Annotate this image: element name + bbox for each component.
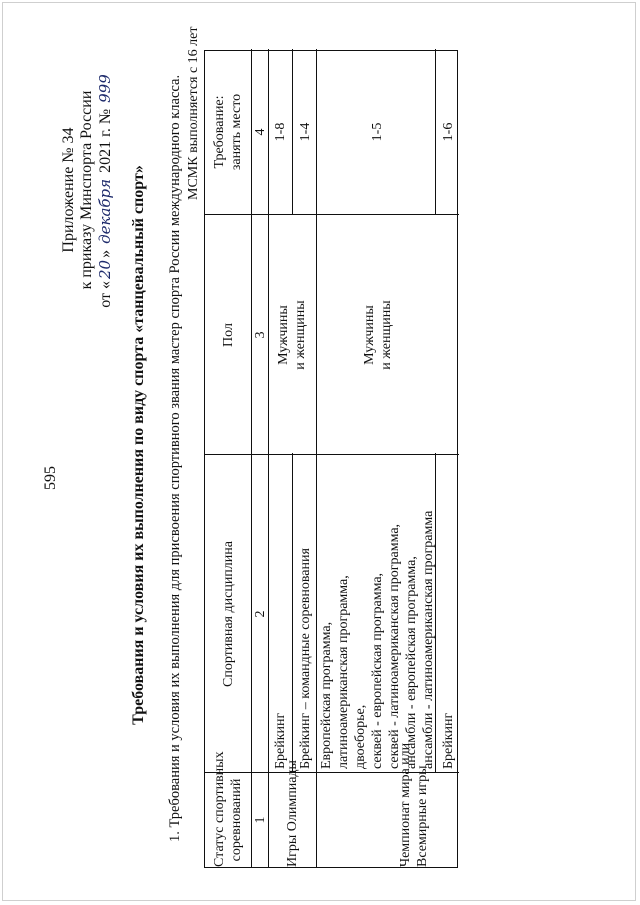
handwritten-day: 20 bbox=[96, 259, 114, 279]
appendix-date-line bbox=[96, 50, 115, 330]
age-note: МСМК выполняется с 16 лет bbox=[186, 26, 201, 200]
header-requirement-line-1: Требование: bbox=[212, 95, 227, 169]
header-status-line-1: Статус спортивных bbox=[212, 751, 227, 867]
place-breaking-team: 1-4 bbox=[298, 122, 313, 142]
row-divider-breaking-place bbox=[292, 49, 293, 215]
row-divider-program-place bbox=[435, 49, 436, 215]
col-number-2: 2 bbox=[253, 610, 268, 618]
requirements-table bbox=[204, 50, 458, 868]
header-status-line-2: соревнований bbox=[229, 778, 244, 862]
sex-olympics bbox=[275, 215, 309, 455]
discipline-program-line-1: Европейская программа, bbox=[319, 621, 334, 769]
page-number: 595 bbox=[42, 466, 59, 490]
date-mid: » bbox=[97, 249, 114, 258]
sex-olympics-line-1: Мужчины bbox=[276, 305, 291, 365]
appendix-block bbox=[60, 50, 115, 330]
col-number-3: 3 bbox=[253, 331, 268, 339]
sex-world bbox=[361, 215, 395, 455]
place-programs: 1-5 bbox=[370, 122, 385, 142]
header-sex: Пол bbox=[221, 323, 236, 347]
col-divider-2 bbox=[205, 454, 459, 455]
header-status bbox=[211, 751, 245, 867]
discipline-program-line-6: ансамбли - европейская программа, bbox=[404, 556, 419, 769]
status-world-line-2: Всемирные игры bbox=[415, 765, 430, 867]
status-olympics: Игры Олимпиады bbox=[285, 760, 300, 867]
header-discipline: Спортивная дисциплина bbox=[221, 541, 236, 688]
handwritten-month: декабря bbox=[96, 178, 114, 244]
discipline-program-line-7: ансамбли - латиноамериканская программа bbox=[421, 510, 436, 769]
header-requirement-line-2: занять место bbox=[229, 93, 244, 171]
date-prefix: от « bbox=[97, 280, 114, 308]
header-requirement bbox=[211, 49, 245, 215]
row-divider-breaking-discipline bbox=[292, 453, 293, 773]
section-heading: 1. Требования и условия их выполнения для присвоения спортивного звания мастер спорта России международного класса. bbox=[167, 74, 183, 842]
discipline-program-line-5: секвей - латиноамериканская программа, bbox=[387, 523, 402, 769]
discipline-breaking-world: Брейкинг bbox=[441, 712, 456, 769]
discipline-program-line-3: двоеборье, bbox=[353, 704, 368, 769]
status-world-championship bbox=[397, 742, 431, 867]
sex-olympics-line-2: и женщины bbox=[293, 300, 308, 370]
col-number-4: 4 bbox=[253, 128, 268, 136]
sex-world-line-2: и женщины bbox=[379, 300, 394, 370]
year-text: 2021 г. № bbox=[97, 108, 114, 173]
place-breaking-world: 1-6 bbox=[441, 122, 456, 142]
discipline-breaking: Брейкинг bbox=[273, 712, 288, 769]
appendix-line-2: к приказу Минспорта России bbox=[78, 90, 95, 290]
appendix-line-1: Приложение № 34 bbox=[60, 127, 77, 253]
col-number-1: 1 bbox=[253, 816, 268, 824]
discipline-program-line-2: латиноамериканская программа, bbox=[336, 575, 351, 769]
discipline-programs bbox=[318, 511, 437, 769]
discipline-program-line-4: секвей - европейская программа, bbox=[370, 572, 385, 769]
document-title: Требования и условия их выполнения по виду спорта «танцевальный спорт» bbox=[130, 165, 147, 725]
handwritten-number: 999 bbox=[96, 74, 114, 103]
status-world-line-1: Чемпионат мира или bbox=[398, 742, 413, 867]
discipline-breaking-team: Брейкинг – командные соревнования bbox=[298, 548, 313, 769]
row-divider-olympics bbox=[316, 49, 317, 867]
sex-world-line-1: Мужчины bbox=[362, 305, 377, 365]
place-breaking: 1-8 bbox=[273, 122, 288, 142]
